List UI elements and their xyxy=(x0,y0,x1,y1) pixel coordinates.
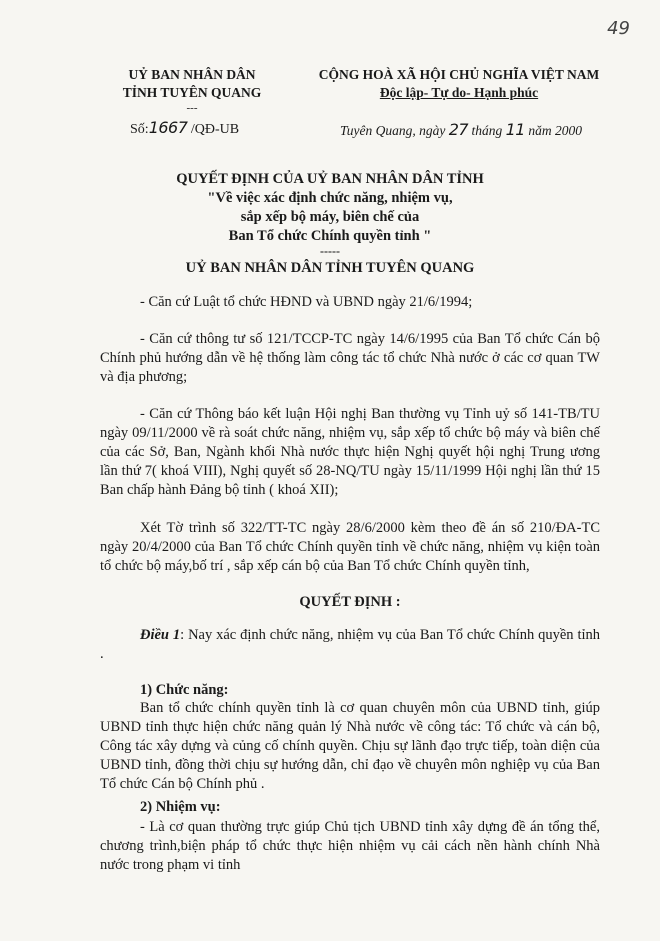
national-motto-block xyxy=(308,66,610,102)
number-prefix: Số: xyxy=(130,122,149,137)
preamble-item-3: - Căn cứ Thông báo kết luận Hội nghị Ban thường vụ Tỉnh uỷ số 141-TB/TU ngày 09/11/2000 về rà soát chức năng, nhiệm vụ, sắp xếp tổ chức bộ máy và biên chế của các Sở, Ban, Ngành khối Nhà nước thực hiện Nghị quyết hội nghị Trung ương lần thứ 7( khoá VIII), Nghị quyết số 28-NQ/TU ngày 15/11/1999 Hội nghị lần thứ 15 Ban chấp hành Đảng bộ tỉnh ( khoá XII); xyxy=(100,406,600,498)
title-line2: "Về việc xác định chức năng, nhiệm vụ, xyxy=(207,190,453,206)
date-day: 27 xyxy=(448,120,469,139)
motto: Độc lập- Tự do- Hạnh phúc xyxy=(379,85,539,100)
document-number xyxy=(130,118,239,138)
title-divider: ----- xyxy=(320,244,340,258)
authority-line2: TỈNH TUYÊN QUANG xyxy=(122,85,262,100)
article-1-label: Điều 1 xyxy=(140,627,181,643)
date-month-label: tháng xyxy=(471,123,503,138)
issuer-heading: UỶ BAN NHÂN DÂN TỈNH TUYÊN QUANG xyxy=(185,260,475,276)
section-1-text: Ban tổ chức chính quyền tỉnh là cơ quan chuyên môn của UBND tỉnh, giúp UBND tỉnh thực hiện chức năng quản lý Nhà nước về công tác: Tổ chức và cán bộ, Công tác xây dựng và củng cố chính quyền. Chịu sự lãnh đạo trực tiếp, toàn diện của UBND tỉnh, đồng thời chịu sự hướng dẫn, chỉ đạo về chuyên môn nghiệp vụ của Ban Tổ chức Cán bộ Chính phủ . xyxy=(100,700,600,792)
preamble-item-1: - Căn cứ Luật tổ chức HĐND và UBND ngày 21/6/1994; xyxy=(140,294,473,310)
decision-heading: QUYẾT ĐỊNH : xyxy=(299,594,401,610)
title-line4: Ban Tổ chức Chính quyền tỉnh " xyxy=(228,228,432,244)
date-prefix: Tuyên Quang, ngày xyxy=(340,123,446,138)
issuing-authority-block xyxy=(92,66,292,114)
title-line1: QUYẾT ĐỊNH CỦA UỶ BAN NHÂN DÂN TỈNH xyxy=(176,171,484,187)
preamble-item-2: - Căn cứ thông tư số 121/TCCP-TC ngày 14/6/1995 của Ban Tổ chức Cán bộ Chính phủ hướng dẫn về hệ thống làm công tác tổ chức Nhà nước ở các cơ quan TW và địa phương; xyxy=(100,331,600,385)
page-number: 49 xyxy=(607,18,630,39)
date-line xyxy=(340,120,582,139)
number-suffix: /QĐ-UB xyxy=(190,122,240,137)
article-1 xyxy=(100,626,600,664)
authority-line1: UỶ BAN NHÂN DÂN xyxy=(128,67,256,82)
date-year: năm 2000 xyxy=(528,123,582,138)
authority-divider: --- xyxy=(186,102,198,114)
number-handwritten: 1667 xyxy=(148,118,188,137)
section-2-text: - Là cơ quan thường trực giúp Chủ tịch UBND tỉnh xây dựng đề án tổng thể, chương trình,biện pháp tổ chức thực hiện nhiệm vụ cải cách nền hành chính Nhà nước trong phạm vi tỉnh xyxy=(100,819,600,873)
section-1-heading: 1) Chức năng: xyxy=(140,682,229,698)
preamble-item-4: Xét Tờ trình số 322/TT-TC ngày 28/6/2000 kèm theo đề án số 210/ĐA-TC ngày 20/4/2000 của Ban Tổ chức Chính quyền tỉnh về chức năng, nhiệm vụ kiện toàn tổ chức bộ máy,bố trí , sắp xếp cán bộ của Ban Tổ chức Chính quyền tỉnh, xyxy=(100,520,600,574)
date-month: 11 xyxy=(505,120,525,139)
country-name: CỘNG HOÀ XÃ HỘI CHỦ NGHĨA VIỆT NAM xyxy=(318,67,600,82)
section-2-heading: 2) Nhiệm vụ: xyxy=(140,799,221,815)
title-line3: sắp xếp bộ máy, biên chế của xyxy=(240,209,420,225)
document-title xyxy=(80,170,580,256)
article-1-text: : Nay xác định chức năng, nhiệm vụ của Ban Tổ chức Chính quyền tỉnh . xyxy=(100,627,601,662)
